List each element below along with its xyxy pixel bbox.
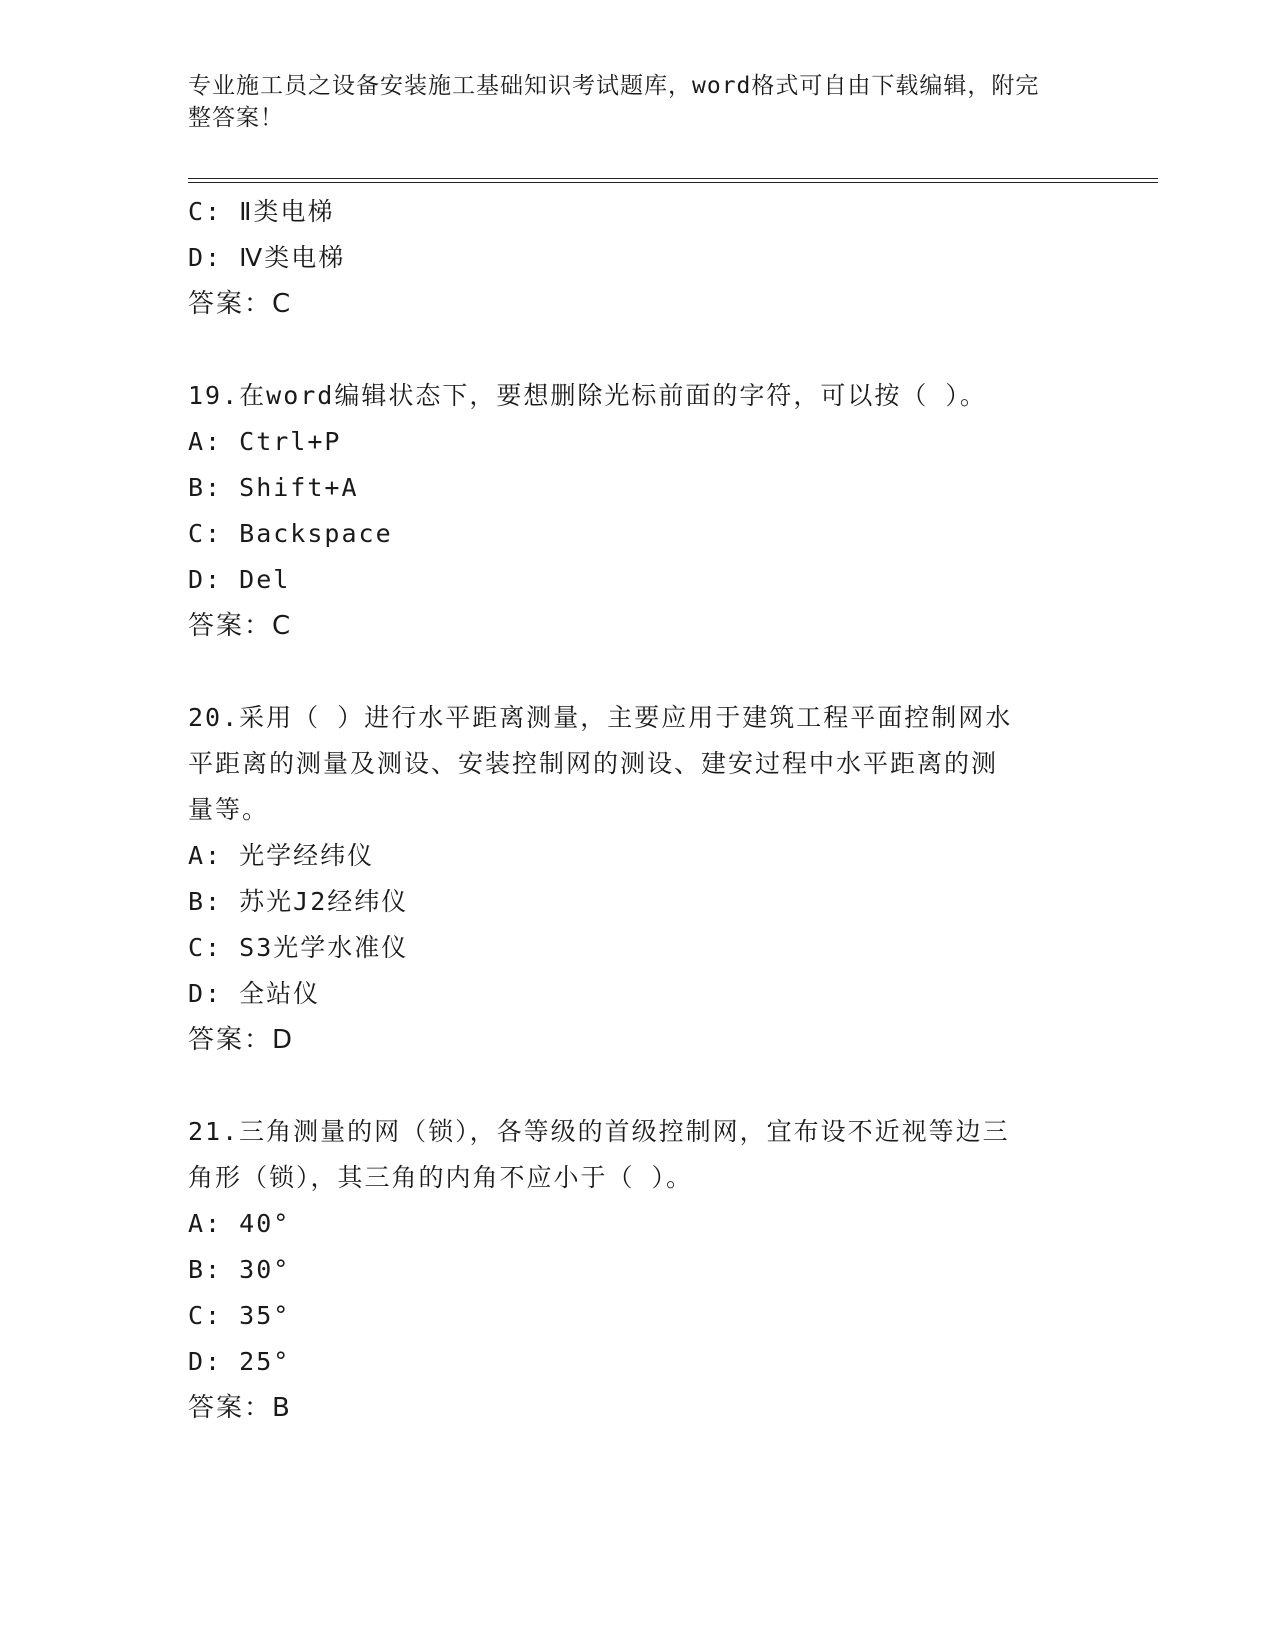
option-d: D: 25° xyxy=(188,1347,291,1376)
question-text-line-1: 20.采用（ ）进行水平距离测量，主要应用于建筑工程平面控制网水 xyxy=(188,703,1013,732)
question-text-line-1: 21.三角测量的网（锁），各等级的首级控制网，宜布设不近视等边三 xyxy=(188,1117,1010,1146)
option-b: B: 30° xyxy=(188,1255,291,1284)
answer: 答案：D xyxy=(188,1025,295,1055)
option-a: A: 40° xyxy=(188,1209,291,1238)
question-text-line-2: 平距离的测量及测设、安装控制网的测设、建安过程中水平距离的测 xyxy=(188,749,999,778)
question-text: 19.在word编辑状态下，要想删除光标前面的字符，可以按（ ）。 xyxy=(188,381,987,410)
option-b: B: Shift+A xyxy=(188,473,359,502)
document-header xyxy=(188,70,1088,134)
question-20 xyxy=(188,695,1088,1063)
answer: 答案：C xyxy=(188,611,293,641)
option-d: D: Ⅳ类电梯 xyxy=(188,243,346,272)
question-text-line-3: 量等。 xyxy=(188,795,270,824)
question-19 xyxy=(188,373,1088,649)
header-divider-bottom xyxy=(188,182,1158,183)
option-c: C: Backspace xyxy=(188,519,393,548)
document-body xyxy=(188,189,1088,1431)
option-d: D: 全站仪 xyxy=(188,979,321,1008)
answer: 答案：C xyxy=(188,289,293,319)
header-line-2: 整答案！ xyxy=(188,105,284,131)
option-c: C: Ⅱ类电梯 xyxy=(188,197,335,226)
question-21 xyxy=(188,1109,1088,1431)
option-c: C: 35° xyxy=(188,1301,291,1330)
option-b: B: 苏光J2经纬仪 xyxy=(188,887,409,916)
answer: 答案：B xyxy=(188,1393,292,1423)
option-d: D: Del xyxy=(188,565,291,594)
option-a: A: Ctrl+P xyxy=(188,427,342,456)
header-line-1: 专业施工员之设备安装施工基础知识考试题库，word格式可自由下载编辑，附完 xyxy=(188,73,1040,99)
option-c: C: S3光学水准仪 xyxy=(188,933,409,962)
question-text-line-2: 角形（锁），其三角的内角不应小于（ ）。 xyxy=(188,1163,694,1192)
option-a: A: 光学经纬仪 xyxy=(188,841,375,870)
header-divider-top xyxy=(188,178,1158,179)
question-18-partial xyxy=(188,189,1088,327)
